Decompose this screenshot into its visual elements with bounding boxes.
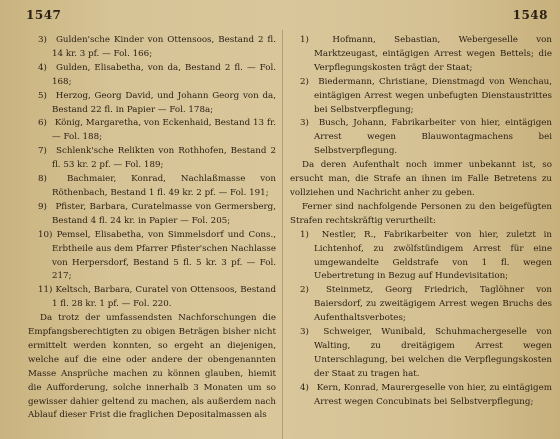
list-item	[290, 284, 552, 326]
list-item	[290, 76, 552, 118]
entry-number: 6)	[38, 118, 47, 129]
entry-text: Gulden, Elisabetha, von da, Bestand 2 fl. — Fol. 168;	[52, 62, 276, 87]
entry-number: 10)	[38, 229, 53, 240]
left-column	[28, 34, 276, 423]
entry-number: 2)	[300, 285, 309, 296]
intro-paragraph: Ferner sind nachfolgende Personen zu den beigefügten Strafen rechtskräftig verurtheilt:	[290, 201, 552, 226]
entry-text: Steinmetz, Georg Friedrich, Taglöhner von Baiersdorf, zu zweitägigem Arrest wegen Bruchs des Aufenthaltsverbotes;	[314, 285, 552, 324]
list-item	[28, 201, 276, 229]
list-item	[290, 229, 552, 285]
request-paragraph: Da deren Aufenthalt noch immer unbekannt ist, so ersucht man, die Strafe an ihnen im Falle Betretens zu vollziehen und Nachricht anher zu geben.	[290, 160, 552, 198]
list-item	[28, 62, 276, 90]
entry-number: 1)	[300, 229, 309, 240]
list-item	[290, 34, 552, 76]
entry-number: 1)	[300, 35, 309, 45]
entry-text: Pfister, Barbara, Curatelmasse von Germersberg, Bestand 4 fl. 24 kr. in Papier — Fol. 205;	[52, 201, 276, 226]
list-item	[290, 117, 552, 159]
entry-number: 11)	[38, 285, 53, 296]
entry-number: 2)	[300, 76, 309, 87]
entry-text: Hofmann, Sebastian, Webergeselle von Marktzeugast, eintägigen Arrest wegen Bettels; die Verpflegungskosten trägt der Staat;	[314, 35, 552, 73]
list-item	[290, 382, 552, 410]
list-item	[28, 173, 276, 201]
entry-number: 7)	[38, 146, 47, 157]
list-item	[28, 145, 276, 173]
entry-number: 3)	[300, 327, 309, 338]
list-item	[28, 117, 276, 145]
list-item	[28, 284, 276, 312]
entry-text: König, Margaretha, von Eckenhaid, Bestand 13 fr. — Fol. 188;	[52, 118, 276, 143]
page-number-right: 1548	[512, 8, 548, 22]
entry-text: Busch, Johann, Fabrikarbeiter von hier, eintägigen Arrest wegen Blauwontagmachens bei Selbstverpflegung.	[314, 118, 552, 157]
entry-number: 3)	[38, 35, 47, 45]
entry-text: Gulden'sche Kinder von Ottensoos, Bestand 2 fl. 14 kr. 3 pf. — Fol. 166;	[52, 35, 276, 59]
entry-number: 3)	[300, 118, 309, 129]
entry-number: 4)	[300, 382, 309, 393]
entry-number: 9)	[38, 201, 47, 212]
list-item	[28, 229, 276, 285]
entry-text: Herzog, Georg David, und Johann Georg von da, Bestand 22 fl. in Papier — Fol. 178a;	[52, 90, 276, 115]
entry-number: 8)	[38, 174, 47, 185]
page-number-left: 1547	[26, 8, 62, 22]
entry-text: Schweiger, Wunibald, Schuhmachergeselle von Walting, zu dreitägigem Arrest wegen Unterschlagung, bei welchen die Verpflegungskosten der Staat zu tragen hat.	[314, 327, 552, 379]
entry-text: Keltsch, Barbara, Curatel von Ottensoos, Bestand 1 fl. 28 kr. 1 pf. — Fol. 220.	[52, 285, 277, 310]
list-item	[28, 90, 276, 118]
entry-number: 4)	[38, 62, 47, 73]
summons-paragraph: Da trotz der umfassendsten Nachforschungen die Empfangsberechtigten zu obigen Beträgen bisher nicht ermittelt werden konnten, so ergeht an diejenigen, welche auf die eine oder andere der obengenannten Masse Ansprüche machen zu können glauben, hiemit die Aufforderung, solche innerhalb 3 Monaten um so gewisser dahier geltend zu machen, als außerdem nach Ablauf dieser Frist die fraglichen Depositalmassen als	[28, 313, 276, 421]
entry-text: Kern, Konrad, Maurergeselle von hier, zu eintägigem Arrest wegen Concubinats bei Selbstverpflegung;	[314, 382, 552, 407]
entry-text: Biedermann, Christiane, Dienstmagd von Wenchau, eintägigen Arrest wegen unbefugten Dienstaustrittes bei Selbstverpflegung;	[314, 76, 552, 115]
entry-text: Nestler, R., Fabrikarbeiter von hier, zuletzt in Lichtenhof, zu zwölfstündigem Arrest für eine umgewandelte Geldstrafe von 1 fl. wegen Uebertretung in Bezug auf Hundevisitation;	[314, 229, 552, 282]
entry-text: Pemsel, Elisabetha, von Simmelsdorf und Cons., Erbtheile aus dem Pfarrer Pfister'schen Nachlasse von Herpersdorf, Bestand 5 fl. 5 kr. 3 pf. — Fol. 217;	[52, 229, 276, 282]
list-item	[290, 326, 552, 382]
list-item	[28, 34, 276, 62]
column-divider	[282, 30, 283, 439]
entry-number: 5)	[38, 90, 47, 101]
entry-text: Bachmaier, Konrad, Nachlaßmasse von Röthenbach, Bestand 1 fl. 49 kr. 2 pf. — Fol. 191;	[52, 174, 276, 198]
right-column	[290, 34, 552, 409]
entry-text: Schlenk'sche Relikten von Rothhofen, Bestand 2 fl. 53 kr. 2 pf. — Fol. 189;	[52, 146, 276, 171]
